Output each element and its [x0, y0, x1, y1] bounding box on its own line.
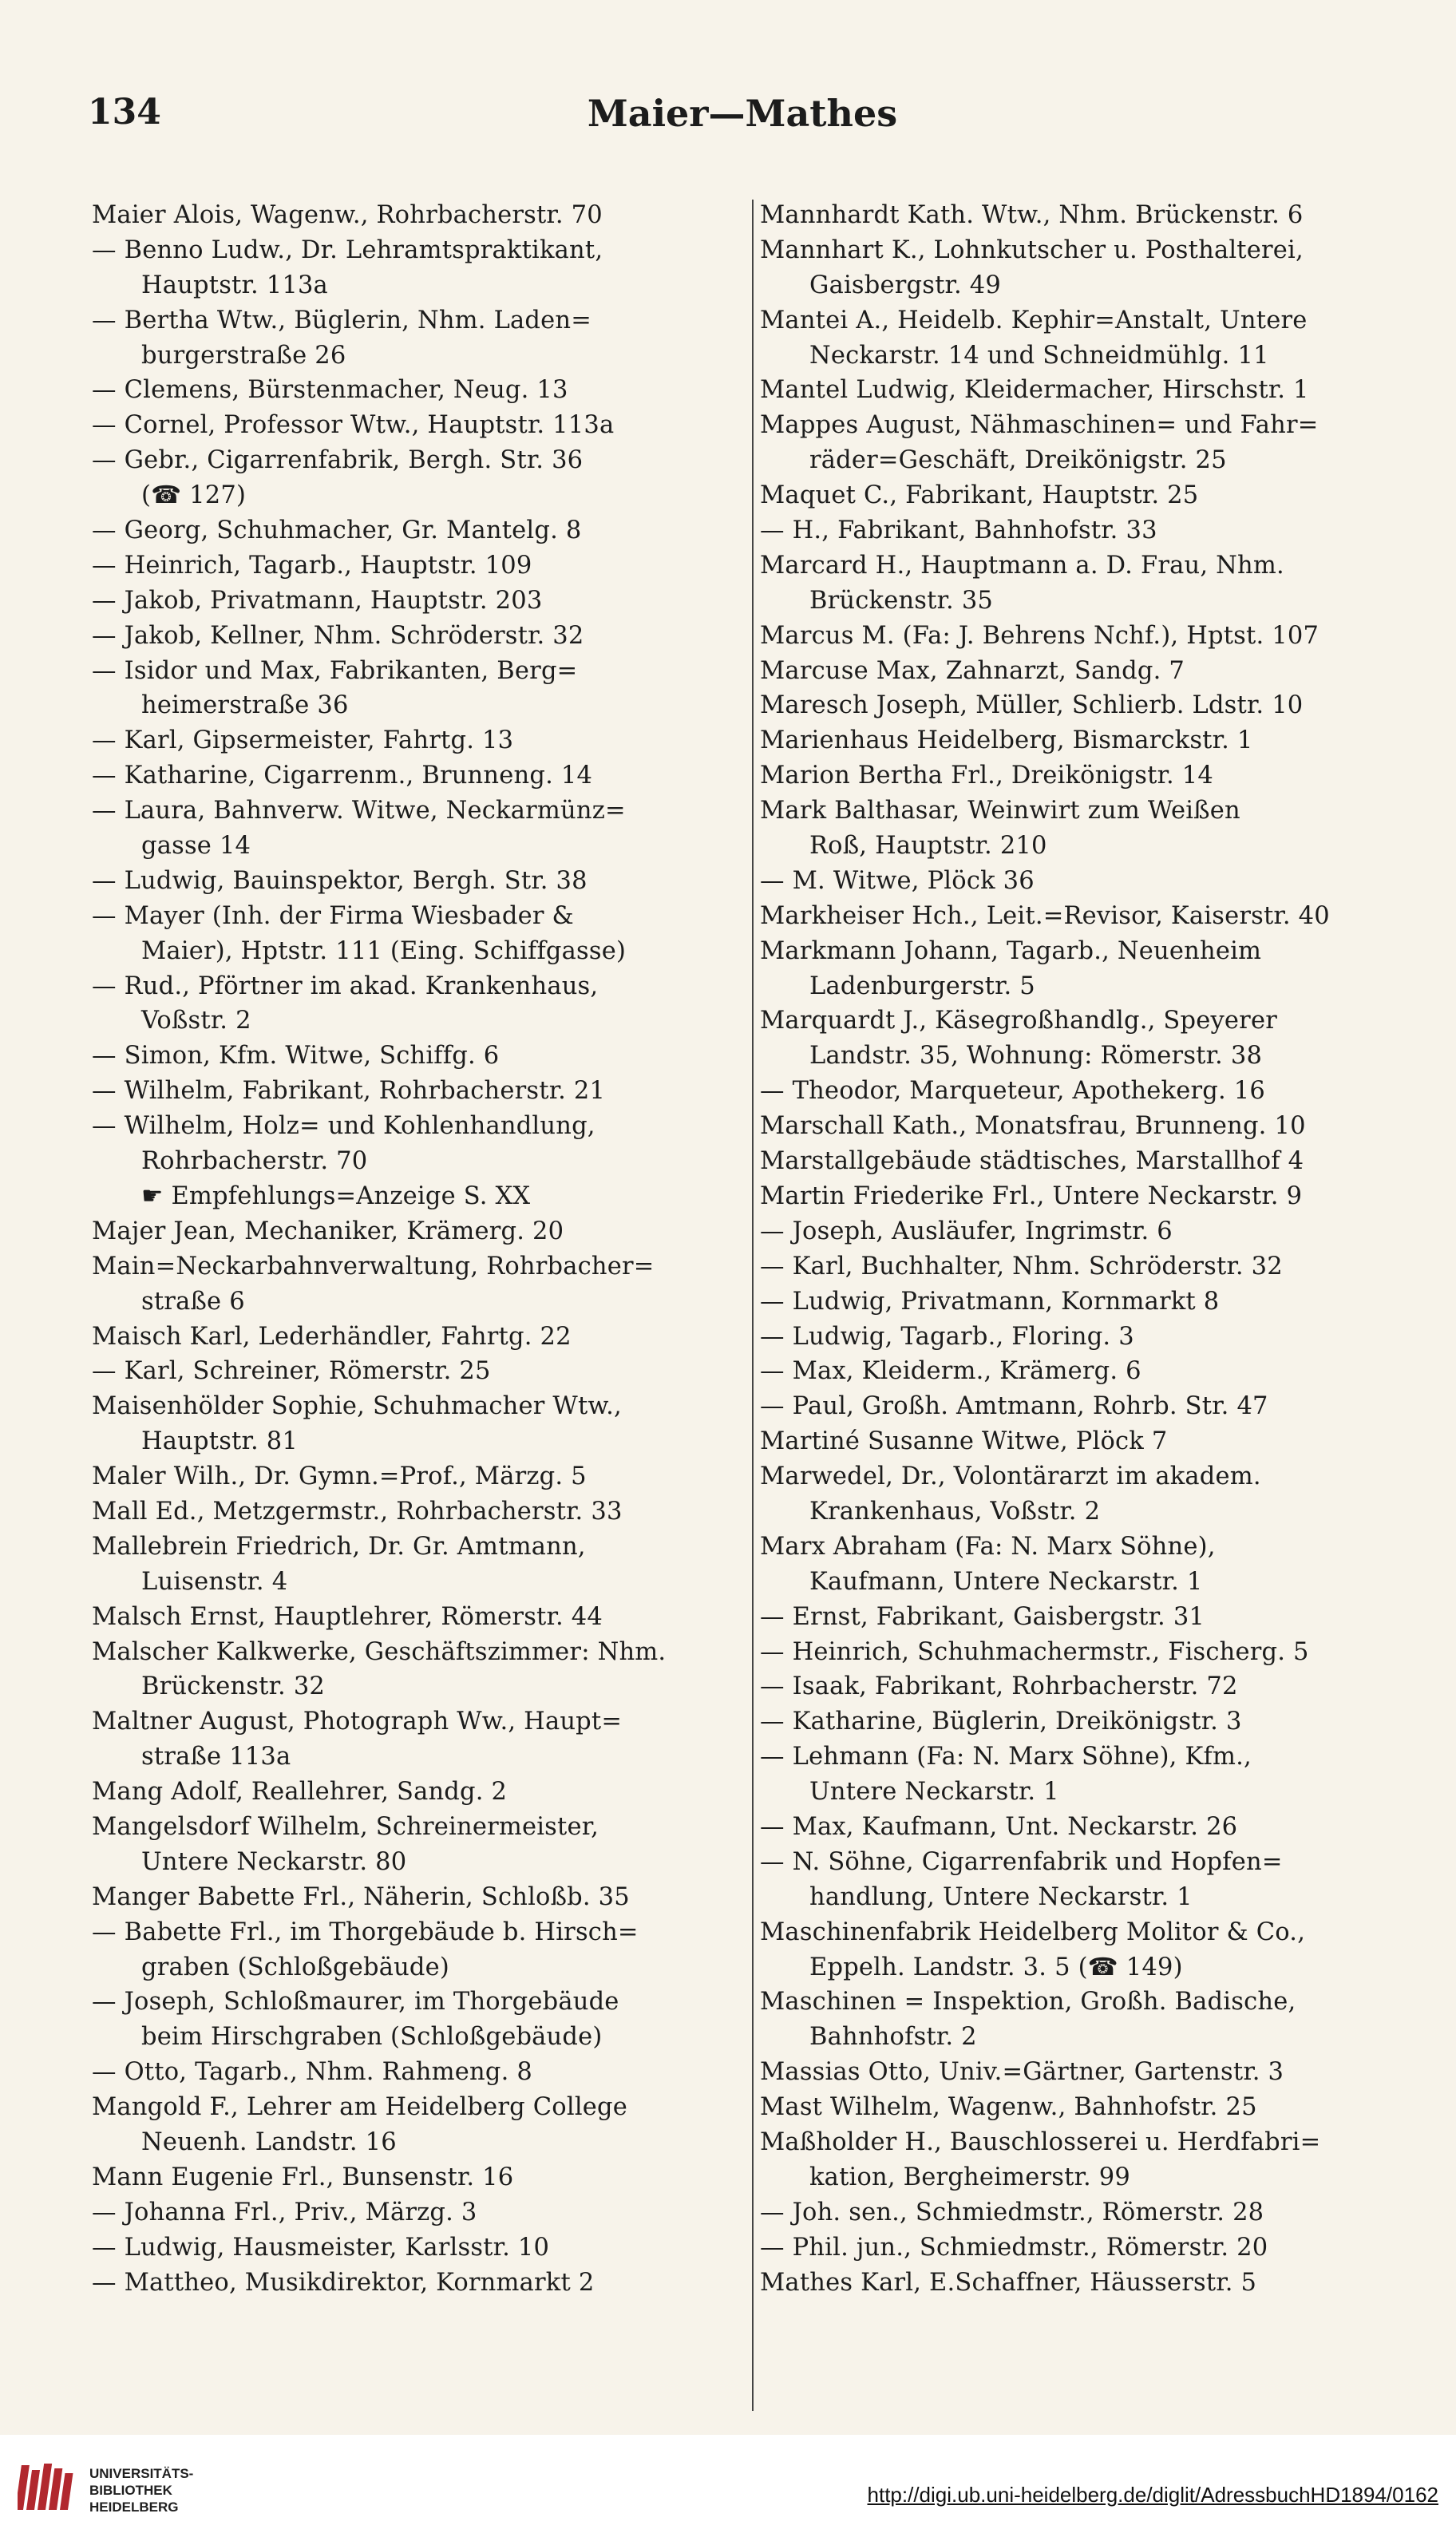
right-entry: Kaufmann, Untere Neckarstr. 1	[809, 1567, 1203, 1596]
viewer-footer	[0, 2435, 1456, 2545]
left-entry: heimerstraße 36	[141, 691, 349, 720]
right-entry: — Max, Kleiderm., Krämerg. 6	[760, 1357, 1141, 1386]
left-entry: gasse 14	[141, 832, 251, 861]
left-entry: — Simon, Kfm. Witwe, Schiffg. 6	[92, 1042, 500, 1071]
right-entry: Maschinen = Inspektion, Großh. Badische,	[760, 1988, 1296, 2017]
logo-bar	[60, 2473, 73, 2510]
right-entry: — Ludwig, Tagarb., Floring. 3	[760, 1322, 1134, 1351]
left-entry: — Karl, Schreiner, Römerstr. 25	[92, 1357, 491, 1386]
left-entry: — Ludwig, Bauinspektor, Bergh. Str. 38	[92, 866, 588, 895]
left-entry: Main=Neckarbahnverwaltung, Rohrbacher=	[92, 1252, 655, 1280]
right-entry: Marienhaus Heidelberg, Bismarckstr. 1	[760, 726, 1253, 755]
running-head: Maier—Mathes	[587, 92, 898, 135]
right-entry: Marx Abraham (Fa: N. Marx Söhne),	[760, 1532, 1216, 1561]
left-entry: — Johanna Frl., Priv., Märzg. 3	[92, 2198, 477, 2226]
right-entry: Gaisbergstr. 49	[809, 271, 1001, 299]
left-entry: Mann Eugenie Frl., Bunsenstr. 16	[92, 2163, 514, 2191]
left-entry: — Otto, Tagarb., Nhm. Rahmeng. 8	[92, 2058, 532, 2087]
left-entry: Maisch Karl, Lederhändler, Fahrtg. 22	[92, 1322, 572, 1351]
left-entry: Maisenhölder Sophie, Schuhmacher Wtw.,	[92, 1392, 622, 1421]
right-entry: — Joseph, Ausläufer, Ingrimstr. 6	[760, 1217, 1173, 1245]
right-entry: Marion Bertha Frl., Dreikönigstr. 14	[760, 762, 1213, 790]
left-entry: Majer Jean, Mechaniker, Krämerg. 20	[92, 1217, 564, 1245]
left-entry: beim Hirschgraben (Schloßgebäude)	[141, 2023, 603, 2052]
left-entry: Mangelsdorf Wilhelm, Schreinermeister,	[92, 1812, 599, 1841]
left-entry: Maier Alois, Wagenw., Rohrbacherstr. 70	[92, 201, 603, 229]
right-entry: — Karl, Buchhalter, Nhm. Schröderstr. 32	[760, 1252, 1283, 1280]
right-entry: — Max, Kaufmann, Unt. Neckarstr. 26	[760, 1812, 1238, 1841]
right-entry: Marcuse Max, Zahnarzt, Sandg. 7	[760, 656, 1185, 685]
right-entry: Mantei A., Heidelb. Kephir=Anstalt, Untere	[760, 306, 1308, 334]
left-entry: straße 113a	[141, 1743, 291, 1771]
left-entry: graben (Schloßgebäude)	[141, 1953, 450, 1981]
right-entry: räder=Geschäft, Dreikönigstr. 25	[809, 446, 1227, 475]
right-entry: Maschinenfabrik Heidelberg Molitor & Co.,	[760, 1918, 1306, 1946]
left-entry: Mall Ed., Metzgermstr., Rohrbacherstr. 33	[92, 1497, 623, 1526]
left-entry: — Clemens, Bürstenmacher, Neug. 13	[92, 376, 568, 405]
left-entry: Mangold F., Lehrer am Heidelberg College	[92, 2093, 628, 2122]
right-entry: Neckarstr. 14 und Schneidmühlg. 11	[809, 341, 1269, 370]
right-entry: — Paul, Großh. Amtmann, Rohrb. Str. 47	[760, 1392, 1268, 1421]
right-entry: Untere Neckarstr. 1	[809, 1778, 1059, 1807]
left-entry: — Babette Frl., im Thorgebäude b. Hirsch=	[92, 1918, 639, 1946]
library-name-line: UNIVERSITÄTS-	[89, 2466, 194, 2481]
right-entry: — H., Fabrikant, Bahnhofstr. 33	[760, 517, 1157, 545]
right-entry: Massias Otto, Univ.=Gärtner, Gartenstr. 3	[760, 2058, 1284, 2087]
left-entry: Mang Adolf, Reallehrer, Sandg. 2	[92, 1778, 508, 1807]
right-entry: — Theodor, Marqueteur, Apothekerg. 16	[760, 1077, 1265, 1106]
right-entry: Mannhardt Kath. Wtw., Nhm. Brückenstr. 6	[760, 201, 1304, 229]
library-logo-icon	[18, 2459, 81, 2516]
left-entry: — Jakob, Privatmann, Hauptstr. 203	[92, 586, 543, 615]
left-column	[92, 198, 746, 2300]
left-entry: ☛ Empfehlungs=Anzeige S. XX	[141, 1181, 531, 1210]
right-entry: Brückenstr. 35	[809, 586, 994, 615]
right-entry: — Katharine, Büglerin, Dreikönigstr. 3	[760, 1708, 1242, 1736]
right-entry: Marstallgebäude städtisches, Marstallhof 4	[760, 1147, 1304, 1176]
library-name-line: BIBLIOTHEK	[89, 2483, 172, 2498]
library-name	[89, 2465, 193, 2515]
left-entry: Luisenstr. 4	[141, 1567, 288, 1596]
right-entry: — Lehmann (Fa: N. Marx Söhne), Kfm.,	[760, 1743, 1252, 1771]
right-entry: Martin Friederike Frl., Untere Neckarstr. 9	[760, 1181, 1303, 1210]
left-entry: — Rud., Pförtner im akad. Krankenhaus,	[92, 972, 599, 1000]
right-entry: kation, Bergheimerstr. 99	[809, 2163, 1130, 2191]
source-url-link[interactable]: http://digi.ub.uni-heidelberg.de/diglit/AdressbuchHD1894/0162	[867, 2483, 1438, 2507]
right-entry: Roß, Hauptstr. 210	[809, 832, 1047, 861]
right-entry: Krankenhaus, Voßstr. 2	[809, 1497, 1101, 1526]
left-entry: — Jakob, Kellner, Nhm. Schröderstr. 32	[92, 621, 584, 650]
left-entry: — Karl, Gipsermeister, Fahrtg. 13	[92, 726, 514, 755]
right-entry: — Joh. sen., Schmiedmstr., Römerstr. 28	[760, 2198, 1264, 2226]
right-entry: Eppelh. Landstr. 3. 5 (☎ 149)	[809, 1953, 1183, 1981]
left-entry: Hauptstr. 113a	[141, 271, 328, 299]
column-divider	[752, 200, 754, 2411]
left-entry: Malscher Kalkwerke, Geschäftszimmer: Nhm.	[92, 1637, 667, 1666]
right-entry: Marcus M. (Fa: J. Behrens Nchf.), Hptst. 107	[760, 621, 1320, 650]
left-entry: Maler Wilh., Dr. Gymn.=Prof., Märzg. 5	[92, 1462, 587, 1491]
right-entry: Ladenburgerstr. 5	[809, 972, 1035, 1000]
left-entry: Voßstr. 2	[141, 1007, 251, 1035]
left-entry: Neuenh. Landstr. 16	[141, 2127, 397, 2156]
left-entry: Untere Neckarstr. 80	[141, 1847, 407, 1876]
left-entry: — Joseph, Schloßmaurer, im Thorgebäude	[92, 1988, 619, 2017]
left-entry: Rohrbacherstr. 70	[141, 1147, 368, 1176]
right-entry: Markheiser Hch., Leit.=Revisor, Kaiserstr. 40	[760, 901, 1330, 930]
page-header	[88, 92, 1397, 148]
left-entry: (☎ 127)	[141, 481, 247, 510]
right-entry: Maßholder H., Bauschlosserei u. Herdfabri=	[760, 2127, 1321, 2156]
left-entry: — Katharine, Cigarrenm., Brunneng. 14	[92, 762, 593, 790]
right-entry: Maquet C., Fabrikant, Hauptstr. 25	[760, 481, 1199, 510]
right-entry: — Heinrich, Schuhmachermstr., Fischerg. 5	[760, 1637, 1309, 1666]
left-entry: — Ludwig, Hausmeister, Karlsstr. 10	[92, 2233, 550, 2262]
right-entry: Marquardt J., Käsegroßhandlg., Speyerer	[760, 1007, 1277, 1035]
left-entry: — Gebr., Cigarrenfabrik, Bergh. Str. 36	[92, 446, 584, 475]
left-entry: — Isidor und Max, Fabrikanten, Berg=	[92, 656, 578, 685]
right-entry: Marschall Kath., Monatsfrau, Brunneng. 10	[760, 1112, 1306, 1141]
left-entry: burgerstraße 26	[141, 341, 346, 370]
left-entry: — Georg, Schuhmacher, Gr. Mantelg. 8	[92, 517, 582, 545]
left-entry: — Mattheo, Musikdirektor, Kornmarkt 2	[92, 2268, 595, 2297]
right-entry: Landstr. 35, Wohnung: Römerstr. 38	[809, 1042, 1263, 1071]
logo-bar	[49, 2468, 62, 2510]
right-entry: Maresch Joseph, Müller, Schlierb. Ldstr. 10	[760, 691, 1304, 720]
right-entry: — N. Söhne, Cigarrenfabrik und Hopfen=	[760, 1847, 1283, 1876]
left-entry: — Wilhelm, Fabrikant, Rohrbacherstr. 21	[92, 1077, 606, 1106]
right-entry: Marcard H., Hauptmann a. D. Frau, Nhm.	[760, 551, 1284, 580]
right-entry: Mappes August, Nähmaschinen= und Fahr=	[760, 411, 1319, 440]
logo-bar	[26, 2470, 40, 2510]
library-name-line: HEIDELBERG	[89, 2499, 179, 2515]
left-entry: Manger Babette Frl., Näherin, Schloßb. 35	[92, 1882, 630, 1911]
left-entry: — Laura, Bahnverw. Witwe, Neckarmünz=	[92, 797, 626, 825]
left-entry: — Bertha Wtw., Büglerin, Nhm. Laden=	[92, 306, 592, 334]
left-entry: Brückenstr. 32	[141, 1672, 326, 1701]
left-entry: Maltner August, Photograph Ww., Haupt=	[92, 1708, 623, 1736]
right-entry: — Ernst, Fabrikant, Gaisbergstr. 31	[760, 1602, 1205, 1631]
left-entry: Maier), Hptstr. 111 (Eing. Schiffgasse)	[141, 936, 627, 965]
left-entry: — Heinrich, Tagarb., Hauptstr. 109	[92, 551, 532, 580]
right-entry: Mannhart K., Lohnkutscher u. Posthalterei,	[760, 236, 1304, 264]
right-entry: — Phil. jun., Schmiedmstr., Römerstr. 20	[760, 2233, 1268, 2262]
left-entry: Mallebrein Friedrich, Dr. Gr. Amtmann,	[92, 1532, 586, 1561]
right-entry: handlung, Untere Neckarstr. 1	[809, 1882, 1193, 1911]
left-entry: Malsch Ernst, Hauptlehrer, Römerstr. 44	[92, 1602, 603, 1631]
left-entry: Hauptstr. 81	[141, 1427, 298, 1456]
right-entry: Markmann Johann, Tagarb., Neuenheim	[760, 936, 1262, 965]
right-entry: Bahnhofstr. 2	[809, 2023, 977, 2052]
page-number: 134	[88, 92, 161, 133]
left-entry: — Benno Ludw., Dr. Lehramtspraktikant,	[92, 236, 603, 264]
left-entry: straße 6	[141, 1287, 245, 1316]
left-entry: — Wilhelm, Holz= und Kohlenhandlung,	[92, 1112, 595, 1141]
right-entry: Mathes Karl, E.Schaffner, Häusserstr. 5	[760, 2268, 1257, 2297]
right-entry: — Isaak, Fabrikant, Rohrbacherstr. 72	[760, 1672, 1238, 1701]
right-entry: — M. Witwe, Plöck 36	[760, 866, 1035, 895]
right-column	[760, 198, 1407, 2300]
left-entry: — Mayer (Inh. der Firma Wiesbader &	[92, 901, 574, 930]
right-entry: Mark Balthasar, Weinwirt zum Weißen	[760, 797, 1240, 825]
right-entry: — Ludwig, Privatmann, Kornmarkt 8	[760, 1287, 1220, 1316]
left-entry: — Cornel, Professor Wtw., Hauptstr. 113a	[92, 411, 615, 440]
right-entry: Mantel Ludwig, Kleidermacher, Hirschstr. 1	[760, 376, 1309, 405]
right-entry: Mast Wilhelm, Wagenw., Bahnhofstr. 25	[760, 2093, 1257, 2122]
right-entry: Martiné Susanne Witwe, Plöck 7	[760, 1427, 1168, 1456]
right-entry: Marwedel, Dr., Volontärarzt im akadem.	[760, 1462, 1261, 1491]
